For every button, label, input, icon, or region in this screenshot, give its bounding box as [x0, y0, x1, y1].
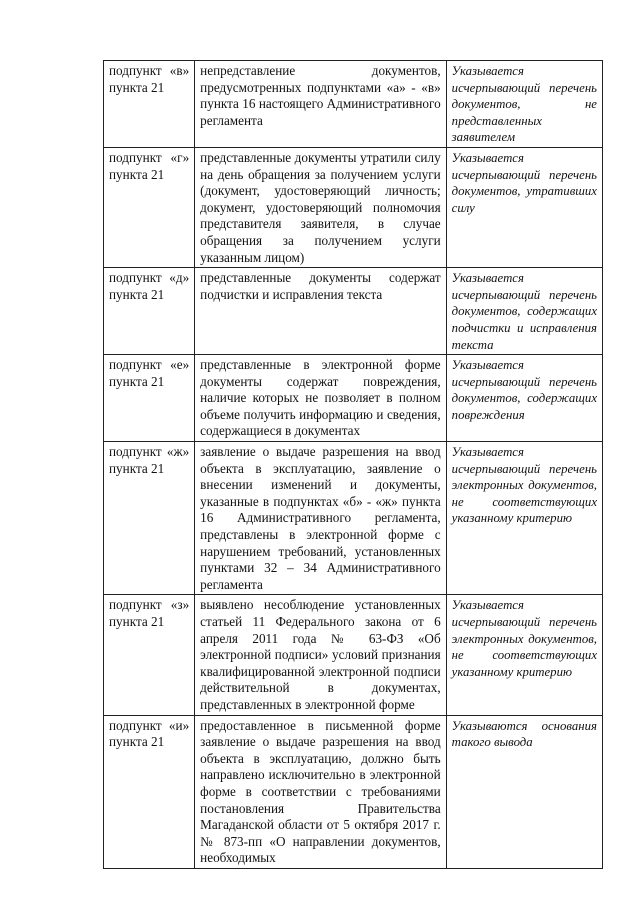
- table-row: [104, 268, 603, 355]
- ground-cell: подпункт «ж» пункта 21: [104, 442, 195, 595]
- description-cell: непредставление документов, предусмотренных подпунктами «а» - «в» пункта 16 настоящего Административного регламента: [195, 61, 447, 148]
- table-row: [104, 442, 603, 595]
- ground-cell: подпункт «е» пункта 21: [104, 355, 195, 442]
- action-cell: Указывается исчерпывающий перечень документов, содержащих подчистки и исправления текста: [446, 268, 602, 355]
- description-cell: представленные документы содержат подчистки и исправления текста: [195, 268, 447, 355]
- table-row: [104, 61, 603, 148]
- table-row: [104, 595, 603, 715]
- ground-cell: подпункт «в» пункта 21: [104, 61, 195, 148]
- grounds-table: [103, 60, 603, 869]
- action-cell: Указывается исчерпывающий перечень электронных документов, не соответствующих указанному критерию: [446, 442, 602, 595]
- ground-cell: подпункт «з» пункта 21: [104, 595, 195, 715]
- action-cell: Указывается исчерпывающий перечень документов, утративших силу: [446, 147, 602, 267]
- action-cell: Указываются основания такого вывода: [446, 715, 602, 868]
- description-cell: представленные в электронной форме документы содержат повреждения, наличие которых не позволяет в полном объеме получить информацию и сведения, содержащиеся в документах: [195, 355, 447, 442]
- action-cell: Указывается исчерпывающий перечень документов, не представленных заявителем: [446, 61, 602, 148]
- ground-cell: подпункт «д» пункта 21: [104, 268, 195, 355]
- table-row: [104, 715, 603, 868]
- description-cell: предоставленное в письменной форме заявление о выдаче разрешения на ввод объекта в эксплуатацию, должно быть направлено исключительно в электронной форме в соответствии с требованиями постановления Правительства Магаданской области от 5 октября 2017 г. № 873-пп «О направлении документов, необходимых: [195, 715, 447, 868]
- description-cell: заявление о выдаче разрешения на ввод объекта в эксплуатацию, заявление о внесении изменений и документы, указанные в подпунктах «б» - «ж» пункта 16 Административного регламента, представлены в электронной форме с нарушением требований, установленных пунктами 32 – 34 Административного регламента: [195, 442, 447, 595]
- action-cell: Указывается исчерпывающий перечень документов, содержащих повреждения: [446, 355, 602, 442]
- table-row: [104, 147, 603, 267]
- action-cell: Указывается исчерпывающий перечень электронных документов, не соответствующих указанному критерию: [446, 595, 602, 715]
- ground-cell: подпункт «и» пункта 21: [104, 715, 195, 868]
- description-cell: выявлено несоблюдение установленных статьей 11 Федерального закона от 6 апреля 2011 года № 63-ФЗ «Об электронной подписи» условий признания квалифицированной электронной подписи действительной в документах, представленных в электронной форме: [195, 595, 447, 715]
- description-cell: представленные документы утратили силу на день обращения за получением услуги (документ, удостоверяющий личность; документ, удостоверяющий полномочия представителя заявителя, в случае обращения за получением услуги указанным лицом): [195, 147, 447, 267]
- ground-cell: подпункт «г» пункта 21: [104, 147, 195, 267]
- table-row: [104, 355, 603, 442]
